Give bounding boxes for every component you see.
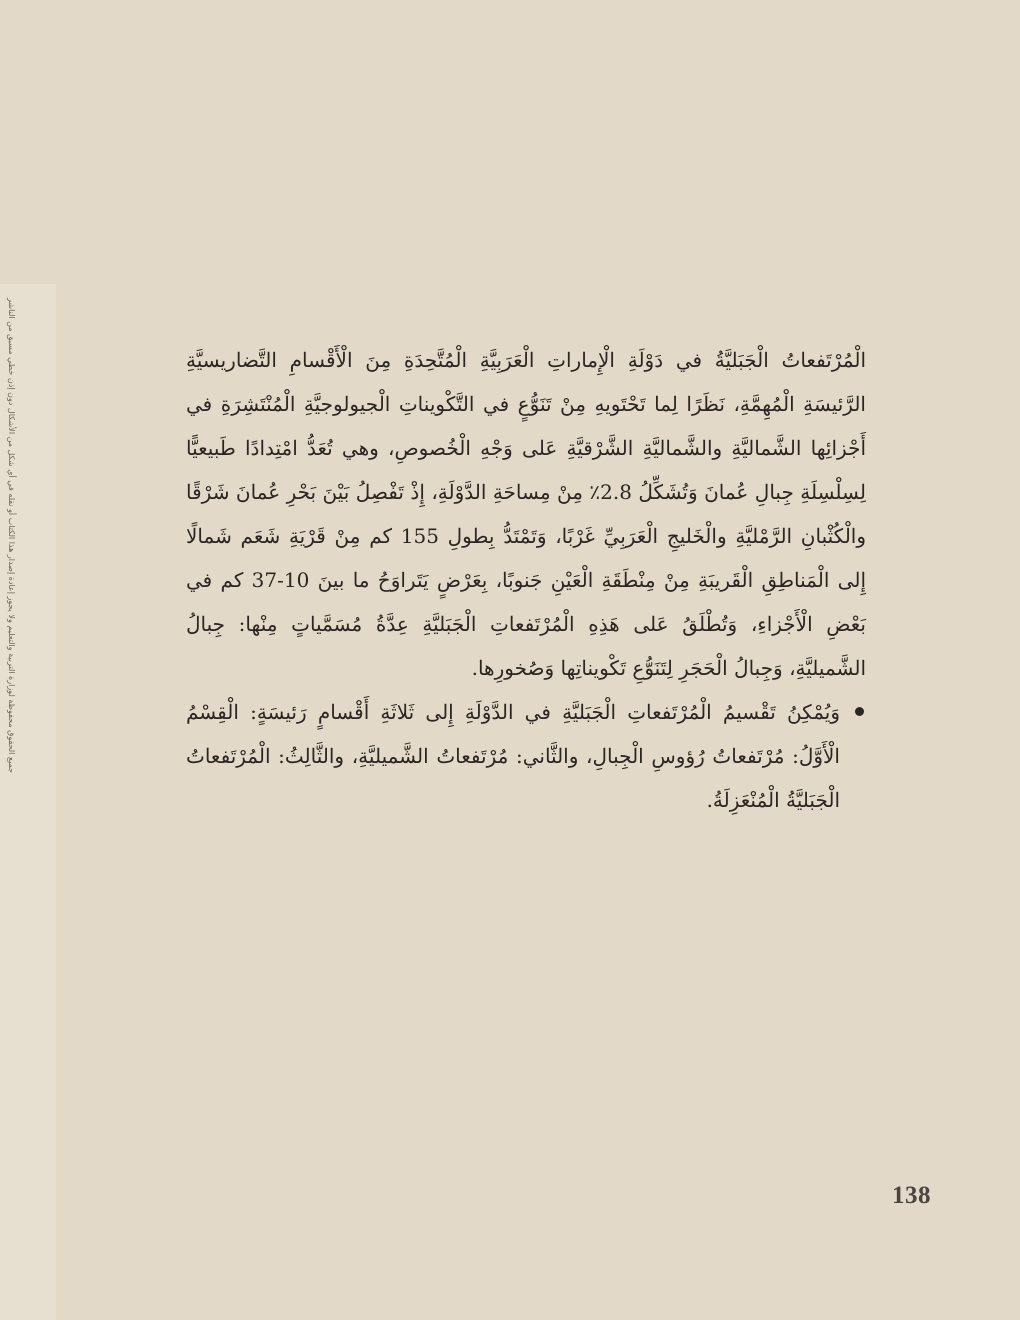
copyright-text: جميع الحقوق محفوظة لوزارة التربية والتعليم ولا يجوز إعادة إصدار هذا الكتاب أو نقله في أي شكل من الأشكال دون إذن خطي مسبق من الناشر [7,298,16,774]
bullet-text: وَيُمْكِنُ تَقْسيمُ الْمُرْتَفعاتِ الْجَبَليَّةِ في الدَّوْلَةِ إِلى ثَلاثَةِ أَقْسامٍ رَئيسَةٍ: الْقِسْمُ الْأَوَّلُ: مُرْتَفعاتُ رُؤوسِ الْجِبالِ، والثَّاني: مُرْتَفعاتُ الشَّميليَّةِ، والثَّالِثُ: الْمُرْتَفعاتُ الْجَبَليَّةُ الْمُنْعَزِلَةُ. [186,700,840,812]
bullet-dot-icon [855,707,864,716]
bullet-item [186,690,866,822]
main-text-block [186,338,866,822]
copyright-side-note [0,298,22,998]
page-number: 138 [892,1182,931,1209]
bullet-list [186,690,866,822]
body-paragraph: الْمُرْتَفعاتُ الْجَبَليَّةُ في دَوْلَةِ الْإِماراتِ الْعَرَبِيَّةِ الْمُتَّحِدَةِ مِنَ الْأَقْسامِ التَّضاريسيَّةِ الرَّئيسَةِ الْمُهِمَّةِ، نَظَرًا لِما تَحْتَويهِ مِنْ تَنَوُّعٍ في التَّكْويناتِ الْجيولوجيَّةِ الْمُنْتَشِرَةِ في أَجْزائِها الشَّماليَّةِ والشَّماليَّةِ الشَّرْقيَّةِ عَلى وَجْهِ الْخُصوصِ، وهي تُعَدُّ امْتِدادًا طَبيعيًّا لِسِلْسِلَةِ جِبالِ عُمانَ وَتُشَكِّلُ 2.8٪ مِنْ مِساحَةِ الدَّوْلَةِ، إِذْ تَفْصِلُ بَيْنَ بَحْرِ عُمانَ شَرْقًا والْكُثْبانِ الرَّمْليَّةِ والْخَليجِ الْعَرَبِيِّ غَرْبًا، وَتَمْتَدُّ بِطولِ 155 كم مِنْ قَرْيَةِ شَعَم شَمالًا إِلى الْمَناطِقِ الْقَريبَةِ مِنْ مِنْطَقَةِ الْعَيْنِ جَنوبًا، بِعَرْضٍ يَتَراوَحُ ما بينَ 10-37 كم في بَعْضِ الْأَجْزاءِ، وَتُطْلَقُ عَلى هَذِهِ الْمُرْتَفعاتِ الْجَبَليَّةِ عِدَّةُ مُسَمَّياتٍ مِنْها: جِبالُ الشَّميليَّةِ، وَجِبالُ الْحَجَرِ لِتَنَوُّعِ تَكْويناتِها وَصُخورِها. [186,348,867,680]
